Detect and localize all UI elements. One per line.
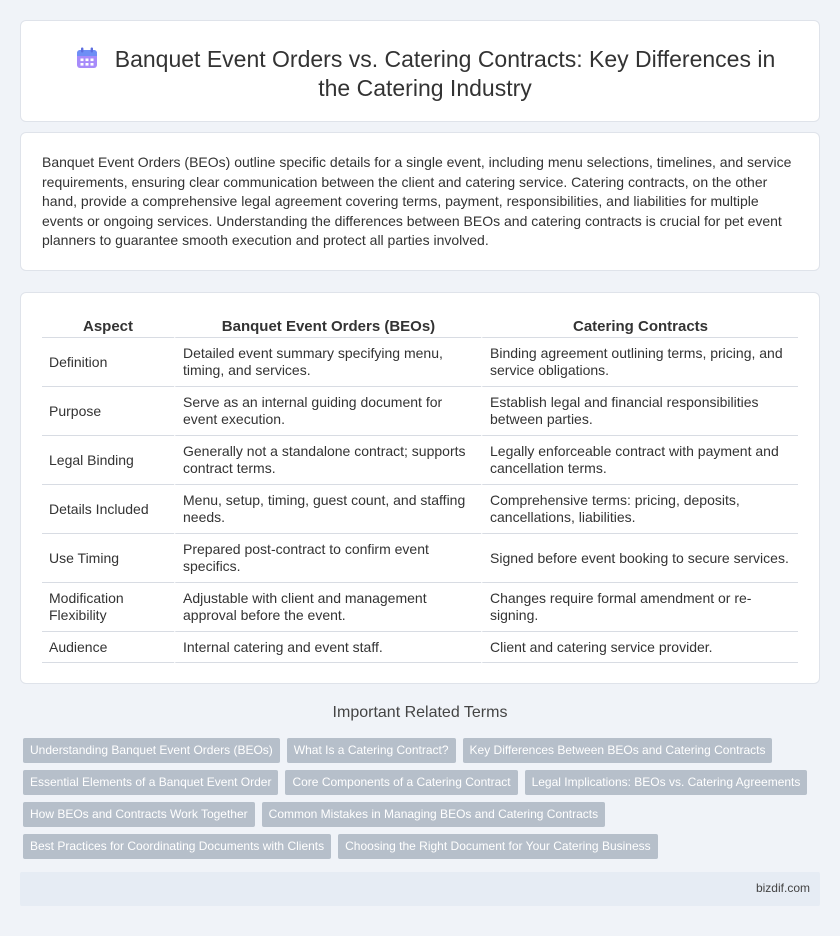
related-term-link[interactable]: Core Components of a Catering Contract: [285, 770, 517, 795]
title-card: [20, 20, 820, 122]
calendar-icon: [75, 46, 99, 70]
tag-row: [23, 834, 813, 866]
row-contract-value: Legally enforceable contract with payment and cancellation terms.: [481, 436, 798, 485]
row-aspect: Modification Flexibility: [42, 583, 174, 632]
table-header-row: [42, 315, 798, 338]
column-header-aspect: Aspect: [42, 315, 174, 338]
related-term-link[interactable]: Common Mistakes in Managing BEOs and Catering Contracts: [262, 802, 605, 827]
row-beo-value: Serve as an internal guiding document for event execution.: [174, 387, 481, 436]
row-contract-value: Changes require formal amendment or re-signing.: [481, 583, 798, 632]
row-aspect: Purpose: [42, 387, 174, 436]
table-row: [42, 387, 798, 436]
related-tags: [23, 738, 813, 866]
related-term-link[interactable]: Essential Elements of a Banquet Event Order: [23, 770, 278, 795]
row-beo-value: Internal catering and event staff.: [174, 632, 481, 663]
table-row: [42, 534, 798, 583]
intro-card: [20, 132, 820, 271]
row-contract-value: Comprehensive terms: pricing, deposits, cancellations, liabilities.: [481, 485, 798, 534]
row-aspect: Audience: [42, 632, 174, 663]
column-header-contracts: Catering Contracts: [481, 315, 798, 338]
row-aspect: Use Timing: [42, 534, 174, 583]
footer-brand: bizdif.com: [755, 881, 810, 895]
row-beo-value: Generally not a standalone contract; supports contract terms.: [174, 436, 481, 485]
row-beo-value: Menu, setup, timing, guest count, and staffing needs.: [174, 485, 481, 534]
column-header-beos: Banquet Event Orders (BEOs): [174, 315, 481, 338]
tag-row: [23, 770, 813, 802]
row-beo-value: Prepared post-contract to confirm event specifics.: [174, 534, 481, 583]
table-row: [42, 338, 798, 387]
related-terms-section: [20, 704, 820, 853]
comparison-card: [20, 292, 820, 684]
table-row: [42, 436, 798, 485]
related-term-link[interactable]: What Is a Catering Contract?: [287, 738, 456, 763]
table-row: [42, 583, 798, 632]
related-terms-heading: Important Related Terms: [332, 704, 508, 721]
intro-paragraph: Banquet Event Orders (BEOs) outline specific details for a single event, including menu selections, timelines, and service requirements, ensuring clear communication between the client and catering service. Catering contracts, on the other hand, provide a comprehensive legal agreement covering terms, payment, responsibilities, and liabilities for multiple events or ongoing services. Understanding the differences between BEOs and catering contracts is crucial for pet event planners to guarantee smooth execution and protect all parties involved.: [42, 154, 792, 248]
row-contract-value: Establish legal and financial responsibilities between parties.: [481, 387, 798, 436]
title-wrap: [61, 45, 789, 103]
tag-row: [23, 802, 813, 834]
row-contract-value: Signed before event booking to secure services.: [481, 534, 798, 583]
row-beo-value: Detailed event summary specifying menu, timing, and services.: [174, 338, 481, 387]
footer: [20, 872, 820, 906]
comparison-table: [42, 315, 798, 663]
page-title-text: Banquet Event Orders vs. Catering Contracts: Key Differences in the Catering Industry: [114, 46, 776, 101]
page-title: [61, 45, 789, 103]
related-term-link[interactable]: How BEOs and Contracts Work Together: [23, 802, 255, 827]
row-beo-value: Adjustable with client and management approval before the event.: [174, 583, 481, 632]
related-term-link[interactable]: Understanding Banquet Event Orders (BEOs): [23, 738, 280, 763]
related-term-link[interactable]: Legal Implications: BEOs vs. Catering Agreements: [525, 770, 808, 795]
related-term-link[interactable]: Best Practices for Coordinating Documents with Clients: [23, 834, 331, 859]
row-contract-value: Client and catering service provider.: [481, 632, 798, 663]
tag-row: [23, 738, 813, 770]
row-aspect: Details Included: [42, 485, 174, 534]
row-contract-value: Binding agreement outlining terms, pricing, and service obligations.: [481, 338, 798, 387]
row-aspect: Legal Binding: [42, 436, 174, 485]
row-aspect: Definition: [42, 338, 174, 387]
related-term-link[interactable]: Key Differences Between BEOs and Catering Contracts: [463, 738, 773, 763]
table-row: [42, 632, 798, 663]
table-row: [42, 485, 798, 534]
related-term-link[interactable]: Choosing the Right Document for Your Catering Business: [338, 834, 658, 859]
